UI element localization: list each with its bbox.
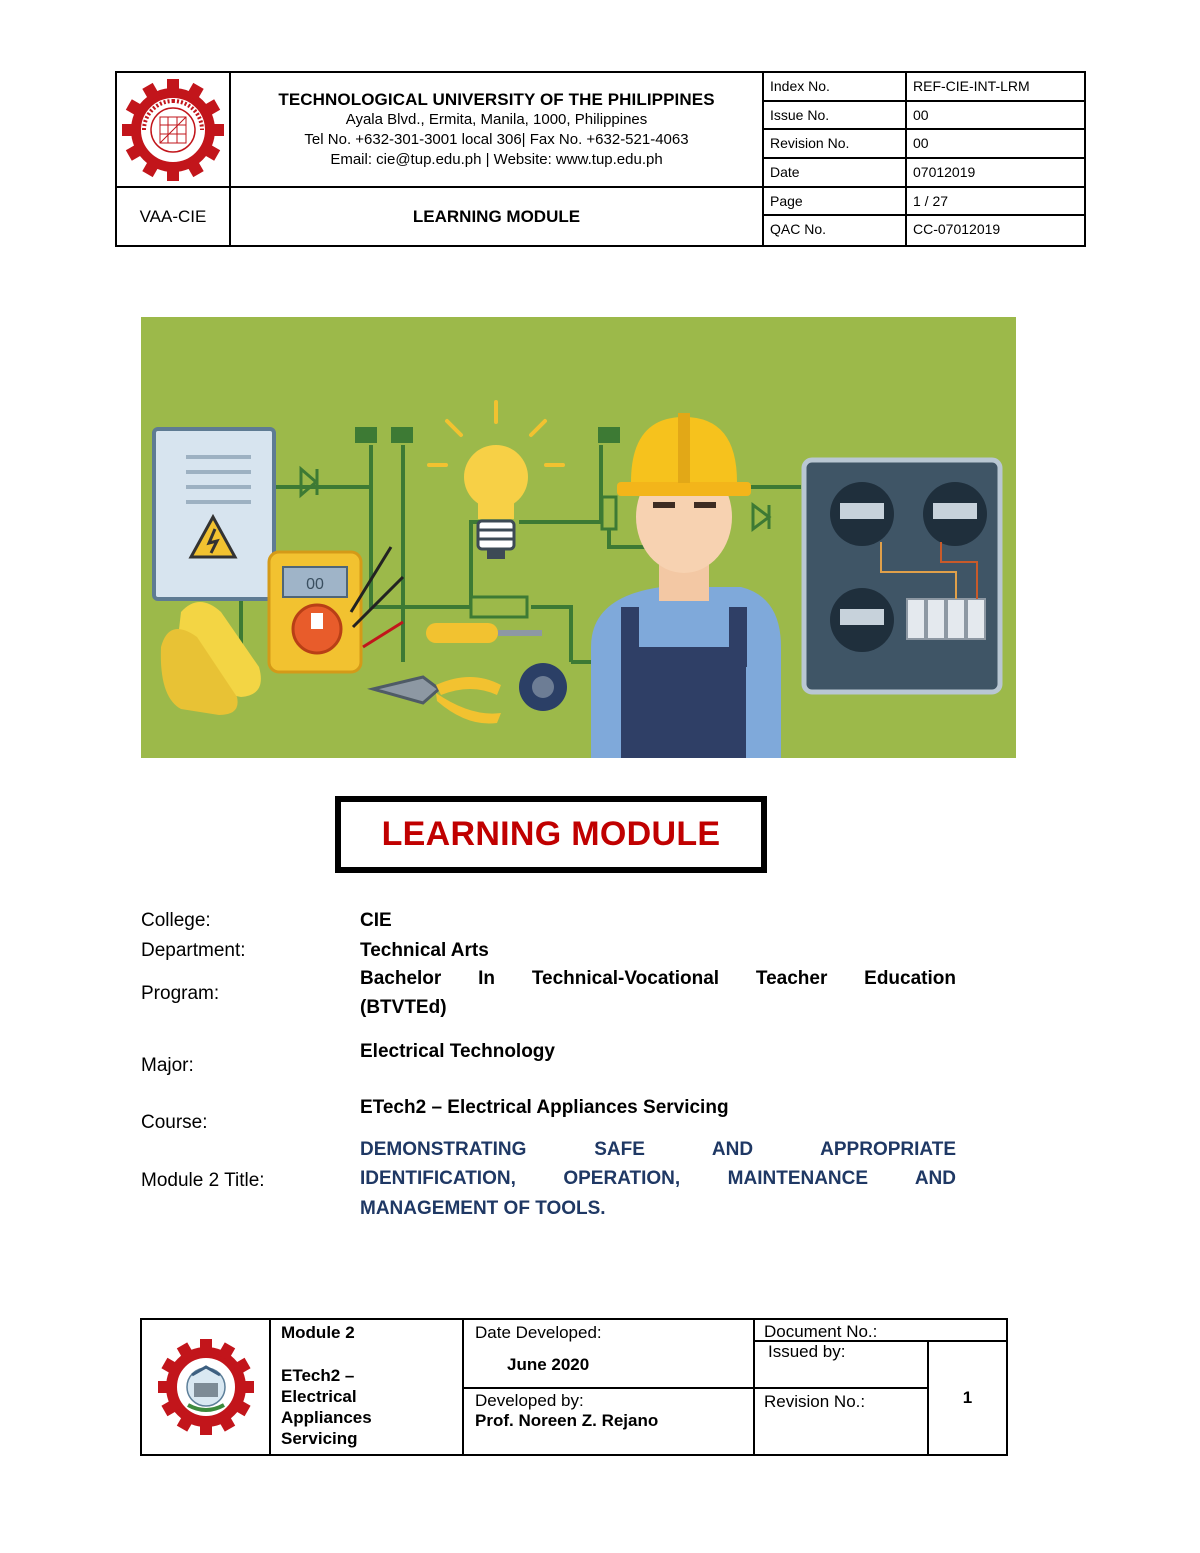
major-value: Electrical Technology bbox=[360, 1041, 555, 1062]
circuit-breaker-icon bbox=[907, 599, 985, 639]
meter-display: 00 bbox=[306, 576, 324, 593]
department-label: Department: bbox=[141, 940, 246, 961]
meta-row bbox=[764, 216, 1084, 245]
meta-value: CC-07012019 bbox=[913, 221, 1001, 238]
date-developed-label: Date Developed: bbox=[475, 1323, 602, 1342]
module-title-line3: MANAGEMENT OF TOOLS. bbox=[360, 1198, 606, 1219]
meta-key: Index No. bbox=[764, 73, 907, 100]
footer-development-cell bbox=[464, 1320, 755, 1454]
meta-row bbox=[764, 102, 1084, 131]
program-value-line2: (BTVTEd) bbox=[360, 997, 447, 1018]
learning-module-label: LEARNING MODULE bbox=[381, 815, 721, 853]
footer-module-cell bbox=[271, 1320, 464, 1454]
footer-course-line4: Servicing bbox=[281, 1429, 358, 1448]
meta-row bbox=[764, 159, 1084, 188]
footer-course-line3: Appliances bbox=[281, 1408, 372, 1427]
meta-key: Revision No. bbox=[764, 130, 907, 157]
footer-course-line1: ETech2 – bbox=[281, 1366, 355, 1385]
date-developed-value: June 2020 bbox=[507, 1355, 590, 1374]
university-email-web: Email: cie@tup.edu.ph | Website: www.tup.edu.ph bbox=[330, 151, 663, 168]
revision-no-label: Revision No.: bbox=[755, 1389, 929, 1454]
electrical-panel bbox=[154, 429, 274, 599]
module-title-label: Module 2 Title: bbox=[141, 1170, 265, 1191]
meta-value: 00 bbox=[913, 135, 929, 152]
tup-seal-logo bbox=[156, 1337, 256, 1437]
meta-row bbox=[764, 73, 1084, 102]
meta-row bbox=[764, 188, 1084, 217]
university-name: TECHNOLOGICAL UNIVERSITY OF THE PHILIPPINES bbox=[278, 90, 715, 109]
logo-cell bbox=[117, 73, 231, 188]
module-title-line2: IDENTIFICATION, OPERATION, MAINTENANCE AND bbox=[360, 1168, 956, 1189]
tape-icon bbox=[519, 663, 567, 711]
footer-table bbox=[140, 1318, 1008, 1456]
document-meta bbox=[764, 73, 1084, 245]
course-label: Course: bbox=[141, 1112, 208, 1133]
course-value: ETech2 – Electrical Appliances Servicing bbox=[360, 1097, 729, 1118]
issued-by-label: Issued by: bbox=[755, 1342, 929, 1389]
university-info bbox=[231, 73, 764, 188]
developed-by-block bbox=[464, 1389, 753, 1433]
resistor-right bbox=[602, 497, 616, 529]
date-developed-block bbox=[464, 1320, 753, 1389]
footer-document-cell bbox=[755, 1320, 1006, 1454]
meta-key: Issue No. bbox=[764, 102, 907, 129]
developed-by-value: Prof. Noreen Z. Rejano bbox=[475, 1411, 659, 1430]
meta-value: REF-CIE-INT-LRM bbox=[913, 78, 1030, 94]
resistor-center bbox=[471, 597, 527, 617]
tup-gear-logo bbox=[120, 77, 226, 183]
department-value: Technical Arts bbox=[360, 940, 489, 961]
meta-value: 1 / 27 bbox=[913, 192, 949, 209]
document-no-label: Document No.: bbox=[755, 1320, 1006, 1342]
program-value-line1: Bachelor In Technical-Vocational Teacher Education bbox=[360, 968, 956, 989]
department-code: VAA-CIE bbox=[117, 188, 231, 245]
developed-by-label: Developed by: bbox=[475, 1391, 584, 1410]
meter-board bbox=[804, 460, 1000, 692]
electrician-illustration bbox=[141, 317, 1016, 758]
meta-key: QAC No. bbox=[764, 216, 907, 245]
module-title-line1: DEMONSTRATING SAFE AND APPROPRIATE bbox=[360, 1139, 956, 1160]
learning-module-box bbox=[335, 796, 767, 873]
meta-value: 00 bbox=[913, 106, 929, 123]
program-label: Program: bbox=[141, 983, 220, 1004]
university-contact: Tel No. +632-301-3001 local 306| Fax No. +632-521-4063 bbox=[304, 131, 689, 148]
header-table bbox=[115, 71, 1086, 247]
meta-value: 07012019 bbox=[913, 163, 976, 180]
footer-module: Module 2 bbox=[281, 1323, 355, 1342]
footer-logo-cell bbox=[142, 1320, 271, 1454]
footer-course-line2: Electrical bbox=[281, 1387, 357, 1406]
document-title: LEARNING MODULE bbox=[231, 188, 764, 245]
university-address: Ayala Blvd., Ermita, Manila, 1000, Philippines bbox=[345, 111, 648, 128]
meta-row bbox=[764, 130, 1084, 159]
major-label: Major: bbox=[141, 1055, 194, 1076]
college-value: CIE bbox=[360, 910, 392, 931]
college-label: College: bbox=[141, 910, 211, 931]
meta-key: Page bbox=[764, 188, 907, 215]
footer-page-number: 1 bbox=[962, 1388, 973, 1407]
meta-key: Date bbox=[764, 159, 907, 186]
